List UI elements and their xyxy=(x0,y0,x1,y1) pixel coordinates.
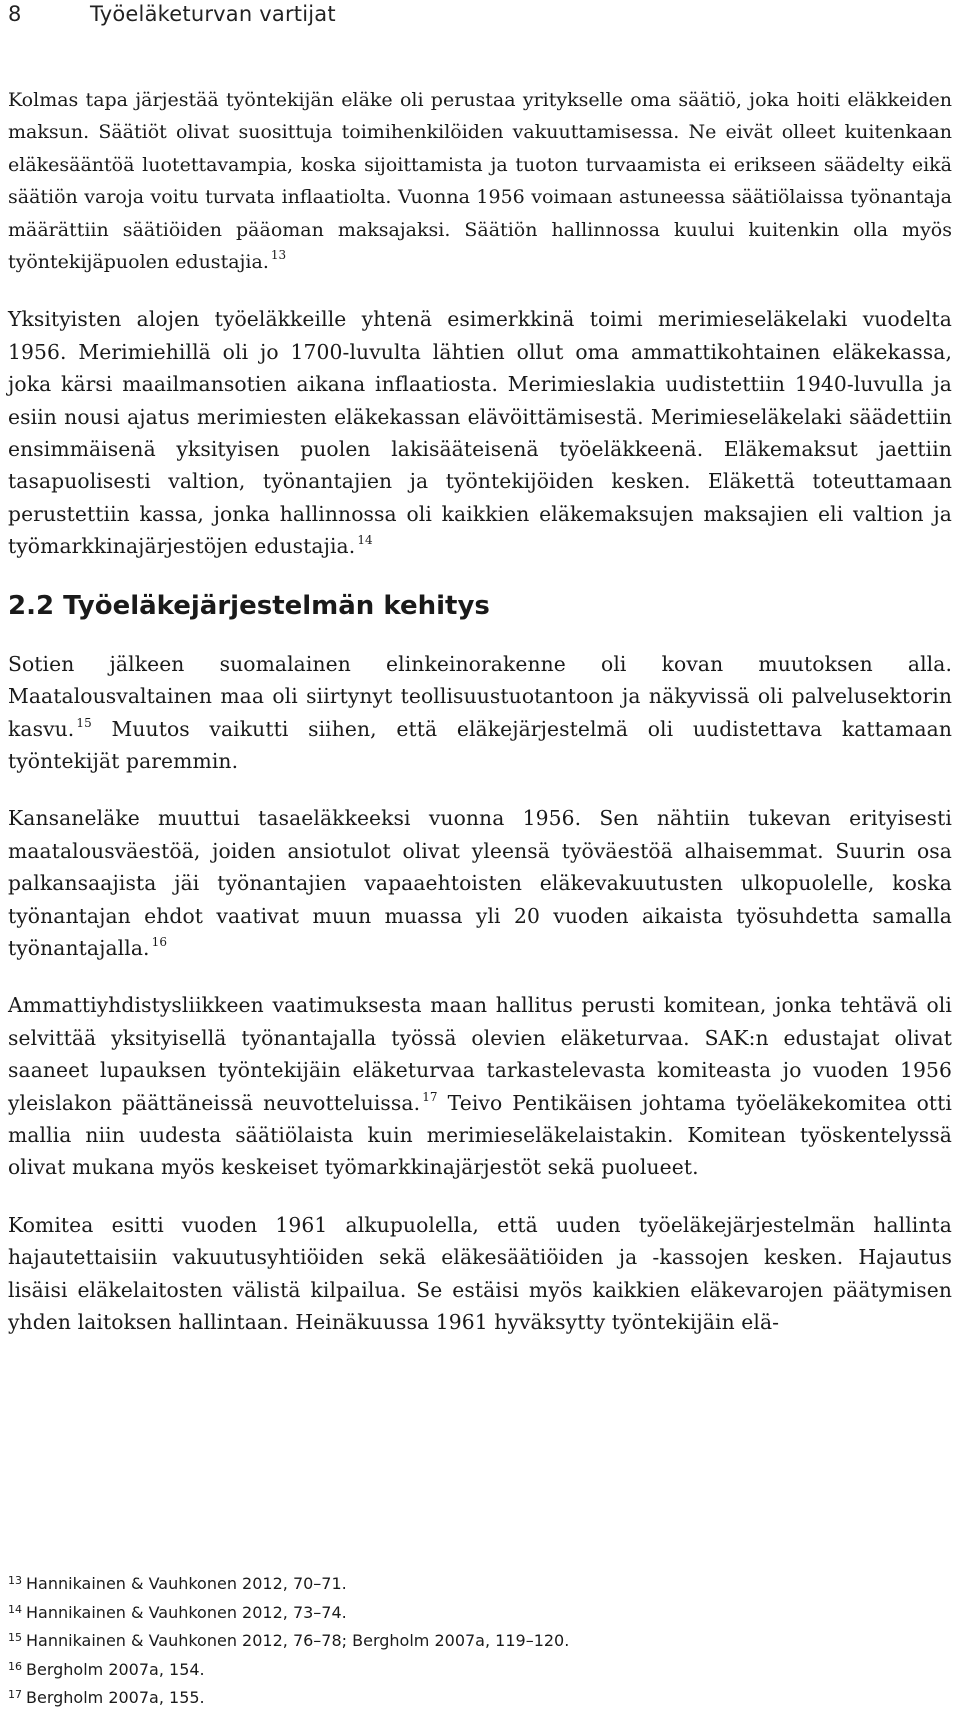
paragraph-postwar xyxy=(8,648,952,778)
footnote-text: Hannikainen & Vauhkonen 2012, 76–78; Bergholm 2007a, 119–120. xyxy=(26,1631,570,1651)
footnote-ref[interactable]: 13 xyxy=(270,248,287,263)
paragraph-text: Kansaneläke muuttui tasaeläkkeeksi vuonna 1956. Sen nähtiin tukevan erityisesti maatalousväestöä, joiden ansiotulot olivat yleensä työväestöä alhaisemmat. Suurin osa palkansaajista jäi työnantajien vapaaehtoisten eläkevakuutusten ulkopuolelle, koska työnantajan ehdot vaativat muun muassa yli 20 vuoden aikaista työsuhdetta samalla työnantajalla. xyxy=(8,806,952,960)
footnote-ref[interactable]: 15 xyxy=(76,715,92,730)
footnote-number: 17 xyxy=(8,1688,22,1702)
paragraph-text: Kolmas tapa järjestää työntekijän eläke oli perustaa yritykselle oma säätiö, joka hoiti eläkkeiden maksun. Säätiöt olivat suosittuja toimihenkilöiden vakuuttamisessa. Ne eivät olleet kuitenkaan eläkesääntöä luotettavampia, koska sijoittamista ja tuoton turvaamista ei erikseen säädelty eikä säätiön varoja voitu turvata inflaatiolta. Vuonna 1956 voimaan astuneessa säätiölaissa työnantaja määrättiin säätiöiden pääoman maksajaksi. Säätiön hallinnossa kuului kuitenkin olla myös työntekijäpuolen edustajia. xyxy=(8,89,952,274)
paragraph-national-pension xyxy=(8,802,952,964)
footnote-text: Hannikainen & Vauhkonen 2012, 70–71. xyxy=(26,1574,347,1593)
footnotes xyxy=(8,1568,948,1711)
paragraph-text: Ammattiyhdistysliikkeen vaatimuksesta maan hallitus perusti komitean, jonka tehtävä oli selvittää yksityisellä työnantajalla työssä olevien eläketurvaa. SAK:n edustajat olivat saaneet lupauksen työntekijäin eläketurvaa tarkastelevasta komiteasta jo vuoden 1956 yleislakon päättäneissä neuvotteluissa. xyxy=(8,993,952,1115)
footnote-17 xyxy=(8,1682,948,1711)
body-text xyxy=(8,84,952,1363)
footnote-13 xyxy=(8,1568,948,1597)
footnote-number: 15 xyxy=(8,1631,22,1645)
footnote-ref[interactable]: 17 xyxy=(422,1089,438,1104)
footnote-text: Bergholm 2007a, 155. xyxy=(26,1688,205,1708)
page-number: 8 xyxy=(8,2,22,26)
paragraph-text: Muutos vaikutti siihen, että eläkejärjestelmä oli uudistettava kattamaan työntekijät paremmin. xyxy=(8,716,952,773)
paragraph-text: Sotien jälkeen suomalainen elinkeinorakenne oli kovan muutoksen alla. Maatalousvaltainen maa oli siirtynyt teollisuustuotantoon ja näkyvissä oli palvelusektorin kasvu. xyxy=(8,651,952,741)
footnote-number: 14 xyxy=(8,1602,22,1616)
footnote-15 xyxy=(8,1625,948,1654)
paragraph-text: Komitea esitti vuoden 1961 alkupuolella, että uuden työeläkejärjestelmän hallinta hajautettaisiin vakuutusyhtiöiden sekä eläkesäätiöiden ja -kassojen kesken. Hajautus lisäisi eläkelaitosten välistä kilpailua. Se estäisi myös kaikkien eläkevarojen päätymisen yhden laitoksen hallintaan. Heinäkuussa 1961 hyväksytty työntekijäin elä- xyxy=(8,1212,952,1334)
footnote-text: Bergholm 2007a, 154. xyxy=(26,1659,205,1679)
paragraph-text: Teivo Pentikäisen johtama työeläkekomitea otti mallia niin uudesta säätiölaista kuin merimieseläkelaistakin. Komitean työskentelyssä olivat mukana myös keskeiset työmarkkinajärjestöt sekä puolueet. xyxy=(8,1090,953,1180)
paragraph-committee xyxy=(8,989,952,1183)
footnote-ref[interactable]: 16 xyxy=(151,934,168,949)
paragraph-committee-proposal xyxy=(8,1209,952,1339)
footnote-number: 13 xyxy=(8,1574,22,1587)
footnote-text: Hannikainen & Vauhkonen 2012, 73–74. xyxy=(26,1602,347,1622)
footnote-16 xyxy=(8,1654,948,1683)
section-heading: 2.2 Työeläkejärjestelmän kehitys xyxy=(8,590,490,621)
footnote-number: 16 xyxy=(8,1659,22,1673)
footnote-ref[interactable]: 14 xyxy=(357,533,373,548)
running-title: Työeläketurvan vartijat xyxy=(90,2,336,26)
paragraph-seamen-pension xyxy=(8,303,952,562)
paragraph-text: Yksityisten alojen työeläkkeille yhtenä esimerkkinä toimi merimieseläkelaki vuodelta 1956. Merimiehillä oli jo 1700-luvulta lähtien ollut oma ammattikohtainen eläkekassa, joka kärsi maailmansotien aikana inflaatiosta. Merimieslakia uudistettiin 1940-luvulla ja esiin nousi ajatus merimiesten eläkekassan elävöittämisestä. Merimieseläkelaki säädettiin ensimmäisenä yksityisen puolen lakisääteisenä työeläkkeenä. Eläkemaksut jaettiin tasapuolisesti valtion, työnantajien ja työntekijöiden kesken. Eläkettä toteuttamaan perustettiin kassa, jonka hallinnossa oli kaikkien eläkemaksujen maksajien eli valtion ja työmarkkinajärjestöjen edustajia. xyxy=(8,307,952,559)
paragraph-foundations xyxy=(8,84,952,278)
footnote-14 xyxy=(8,1597,948,1626)
running-header xyxy=(8,2,336,26)
